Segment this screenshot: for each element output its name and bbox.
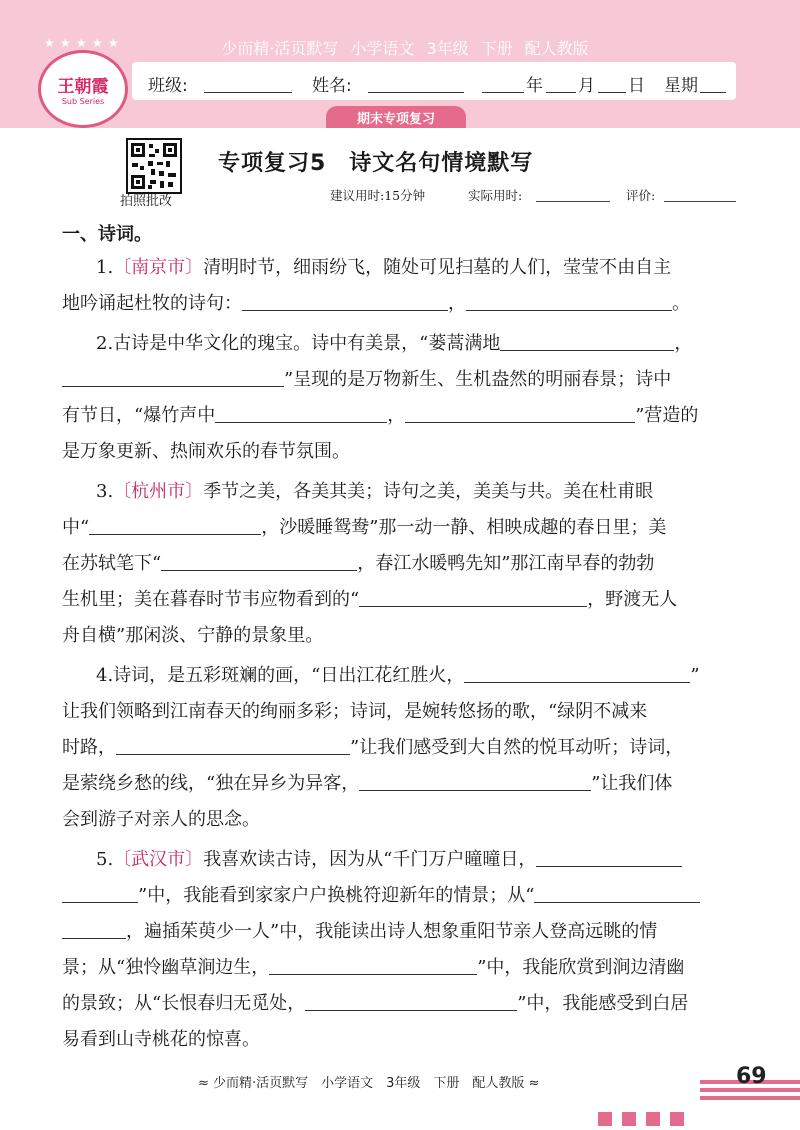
- question-text: ，春江水暖鸭先知”那江南早春的勃勃: [357, 553, 655, 574]
- qr-caption: 拍照批改: [120, 194, 173, 209]
- footer-stripe: [700, 1096, 800, 1100]
- star-icon: ★: [108, 36, 119, 50]
- section-tab: 期末专项复习: [326, 106, 466, 128]
- day-label: 日: [628, 76, 645, 96]
- punctuation: ，: [448, 293, 466, 314]
- question-text: ”让我们体: [591, 773, 673, 794]
- punctuation: ”: [690, 665, 700, 686]
- weekday-field[interactable]: [700, 92, 726, 93]
- question-text: ”中，我能看到家家户户换桃符迎新年的情景；从“: [138, 885, 535, 906]
- star-icon: ★: [44, 36, 55, 50]
- question-text: 诗词，是五彩斑斓的画，“日出江花红胜火，: [113, 665, 465, 686]
- question-text: 清明时节，细雨纷飞，随处可见扫墓的人们，莹莹不由自主: [203, 257, 672, 278]
- answer-blank[interactable]: [536, 846, 682, 867]
- question-number: 5.: [96, 849, 114, 870]
- star-icon: ★: [92, 36, 103, 50]
- question-text: 让我们领略到江南春天的绚丽多彩；诗词，是婉转悠扬的歌，“绿阴不减来: [62, 701, 648, 722]
- question-2: [62, 326, 742, 470]
- question-number: 1.: [96, 257, 114, 278]
- question-text: ，沙暖睡鸳鸯”那一动一静、相映成趣的春日里；美: [261, 517, 667, 538]
- section-heading: 一、诗词。: [62, 224, 152, 245]
- question-text: 易看到山寺桃花的惊喜。: [62, 1029, 260, 1050]
- question-text: ”中，我能感受到白居: [517, 993, 689, 1014]
- page-title: 专项复习5 诗文名句情境默写: [218, 151, 534, 176]
- answer-blank[interactable]: [242, 290, 448, 311]
- question-5: [62, 842, 742, 1058]
- answer-blank[interactable]: [359, 586, 587, 607]
- question-text: 景；从“独怜幽草涧边生，: [62, 957, 270, 978]
- star-icon: ★: [76, 36, 87, 50]
- answer-blank[interactable]: [405, 402, 635, 423]
- answer-blank[interactable]: [161, 550, 357, 571]
- question-text: ”呈现的是万物新生、生机盎然的明丽春景；诗中: [284, 369, 672, 390]
- question-text: 时路，: [62, 737, 116, 758]
- question-text: ”让我们感受到大自然的悦耳动听；诗词，: [350, 737, 684, 758]
- actual-time-label: 实际用时:: [468, 188, 523, 203]
- logo-badge: [38, 50, 128, 128]
- answer-blank[interactable]: [534, 882, 700, 903]
- city-tag: 〔杭州市〕: [113, 481, 204, 502]
- question-text: 在苏轼笔下“: [62, 553, 162, 574]
- logo-name: 王朝霞: [57, 77, 109, 97]
- series-item: 少而精·活页默写: [221, 38, 339, 58]
- footer-text: ≈ 少而精·活页默写 小学语文 3年级 下册 配人教版 ≈: [198, 1076, 540, 1091]
- punctuation: ，: [387, 405, 406, 426]
- question-text: 我喜欢读古诗，因为从“千门万户曈曈日，: [203, 849, 537, 870]
- question-text: ”中，我能欣赏到涧边清幽: [477, 957, 685, 978]
- brand-logo: [28, 38, 136, 126]
- answer-blank[interactable]: [500, 330, 674, 351]
- logo-subtitle: Sub Series: [61, 97, 105, 106]
- answer-blank[interactable]: [215, 402, 387, 423]
- question-number: 2.: [96, 333, 114, 354]
- answer-blank[interactable]: [89, 514, 261, 535]
- page-number: 69: [736, 1064, 767, 1089]
- class-field[interactable]: [204, 92, 292, 93]
- evaluation-label: 评价:: [626, 188, 656, 203]
- actual-time-field[interactable]: [536, 201, 610, 202]
- question-text: 中“: [62, 517, 90, 538]
- city-tag: 〔南京市〕: [113, 257, 204, 278]
- footer-square: [598, 1112, 612, 1126]
- student-info-bar: [132, 62, 736, 100]
- question-text: 地吟诵起杜牧的诗句：: [62, 293, 242, 314]
- city-tag: 〔武汉市〕: [113, 849, 204, 870]
- question-text: ，野渡无人: [587, 589, 678, 610]
- answer-blank[interactable]: [359, 770, 591, 791]
- series-item: 小学语文: [350, 38, 415, 58]
- page-footer: [0, 1060, 800, 1130]
- punctuation: ，: [674, 333, 693, 354]
- answer-blank[interactable]: [464, 662, 690, 683]
- weekday-label: 星期: [664, 76, 698, 96]
- day-field[interactable]: [598, 92, 626, 93]
- punctuation: 。: [672, 293, 690, 314]
- name-label: 姓名:: [312, 76, 352, 96]
- year-field[interactable]: [482, 92, 524, 93]
- year-label: 年: [526, 76, 543, 96]
- meta-row: [330, 186, 740, 204]
- suggested-time: 建议用时:15分钟: [330, 188, 426, 203]
- question-1: [62, 250, 742, 322]
- series-title: [200, 34, 610, 60]
- series-item: 配人教版: [524, 38, 589, 58]
- question-number: 4.: [96, 665, 114, 686]
- answer-blank[interactable]: [269, 954, 477, 975]
- series-item: 下册: [480, 38, 513, 58]
- footer-square: [646, 1112, 660, 1126]
- question-text: 生机里；美在暮春时节韦应物看到的“: [62, 589, 360, 610]
- answer-blank[interactable]: [62, 918, 126, 939]
- month-field[interactable]: [546, 92, 576, 93]
- question-text: 古诗是中华文化的瑰宝。诗中有美景，“蒌蒿满地: [113, 333, 501, 354]
- question-text: 是萦绕乡愁的线，“独在异乡为异客，: [62, 773, 360, 794]
- question-text: 舟自横”那闲淡、宁静的景象里。: [62, 625, 324, 646]
- header-band: [0, 0, 800, 128]
- class-label: 班级:: [148, 76, 188, 96]
- series-item: 3年级: [426, 38, 469, 58]
- month-label: 月: [578, 76, 595, 96]
- question-text: 是万象更新、热闹欢乐的春节氛围。: [62, 441, 350, 462]
- answer-blank[interactable]: [62, 882, 138, 903]
- question-text: 有节日，“爆竹声中: [62, 405, 216, 426]
- footer-square: [670, 1112, 684, 1126]
- name-field[interactable]: [368, 92, 464, 93]
- footer-square: [622, 1112, 636, 1126]
- answer-blank[interactable]: [466, 290, 672, 311]
- question-text: 会到游子对亲人的思念。: [62, 809, 260, 830]
- question-4: [62, 658, 742, 838]
- question-text: ”营造的: [635, 405, 699, 426]
- qr-code[interactable]: [126, 138, 182, 194]
- answer-blank[interactable]: [305, 990, 517, 1011]
- question-3: [62, 474, 742, 654]
- star-icon: ★: [60, 36, 71, 50]
- evaluation-field[interactable]: [664, 201, 736, 202]
- question-text: 的景致；从“长恨春归无觅处，: [62, 993, 306, 1014]
- answer-blank[interactable]: [62, 366, 284, 387]
- answer-blank[interactable]: [116, 734, 350, 755]
- question-text: ，遍插茱萸少一人”中，我能读出诗人想象重阳节亲人登高远眺的情: [126, 921, 658, 942]
- question-text: 季节之美，各美其美；诗句之美，美美与共。美在杜甫眼: [203, 481, 654, 502]
- question-number: 3.: [96, 481, 114, 502]
